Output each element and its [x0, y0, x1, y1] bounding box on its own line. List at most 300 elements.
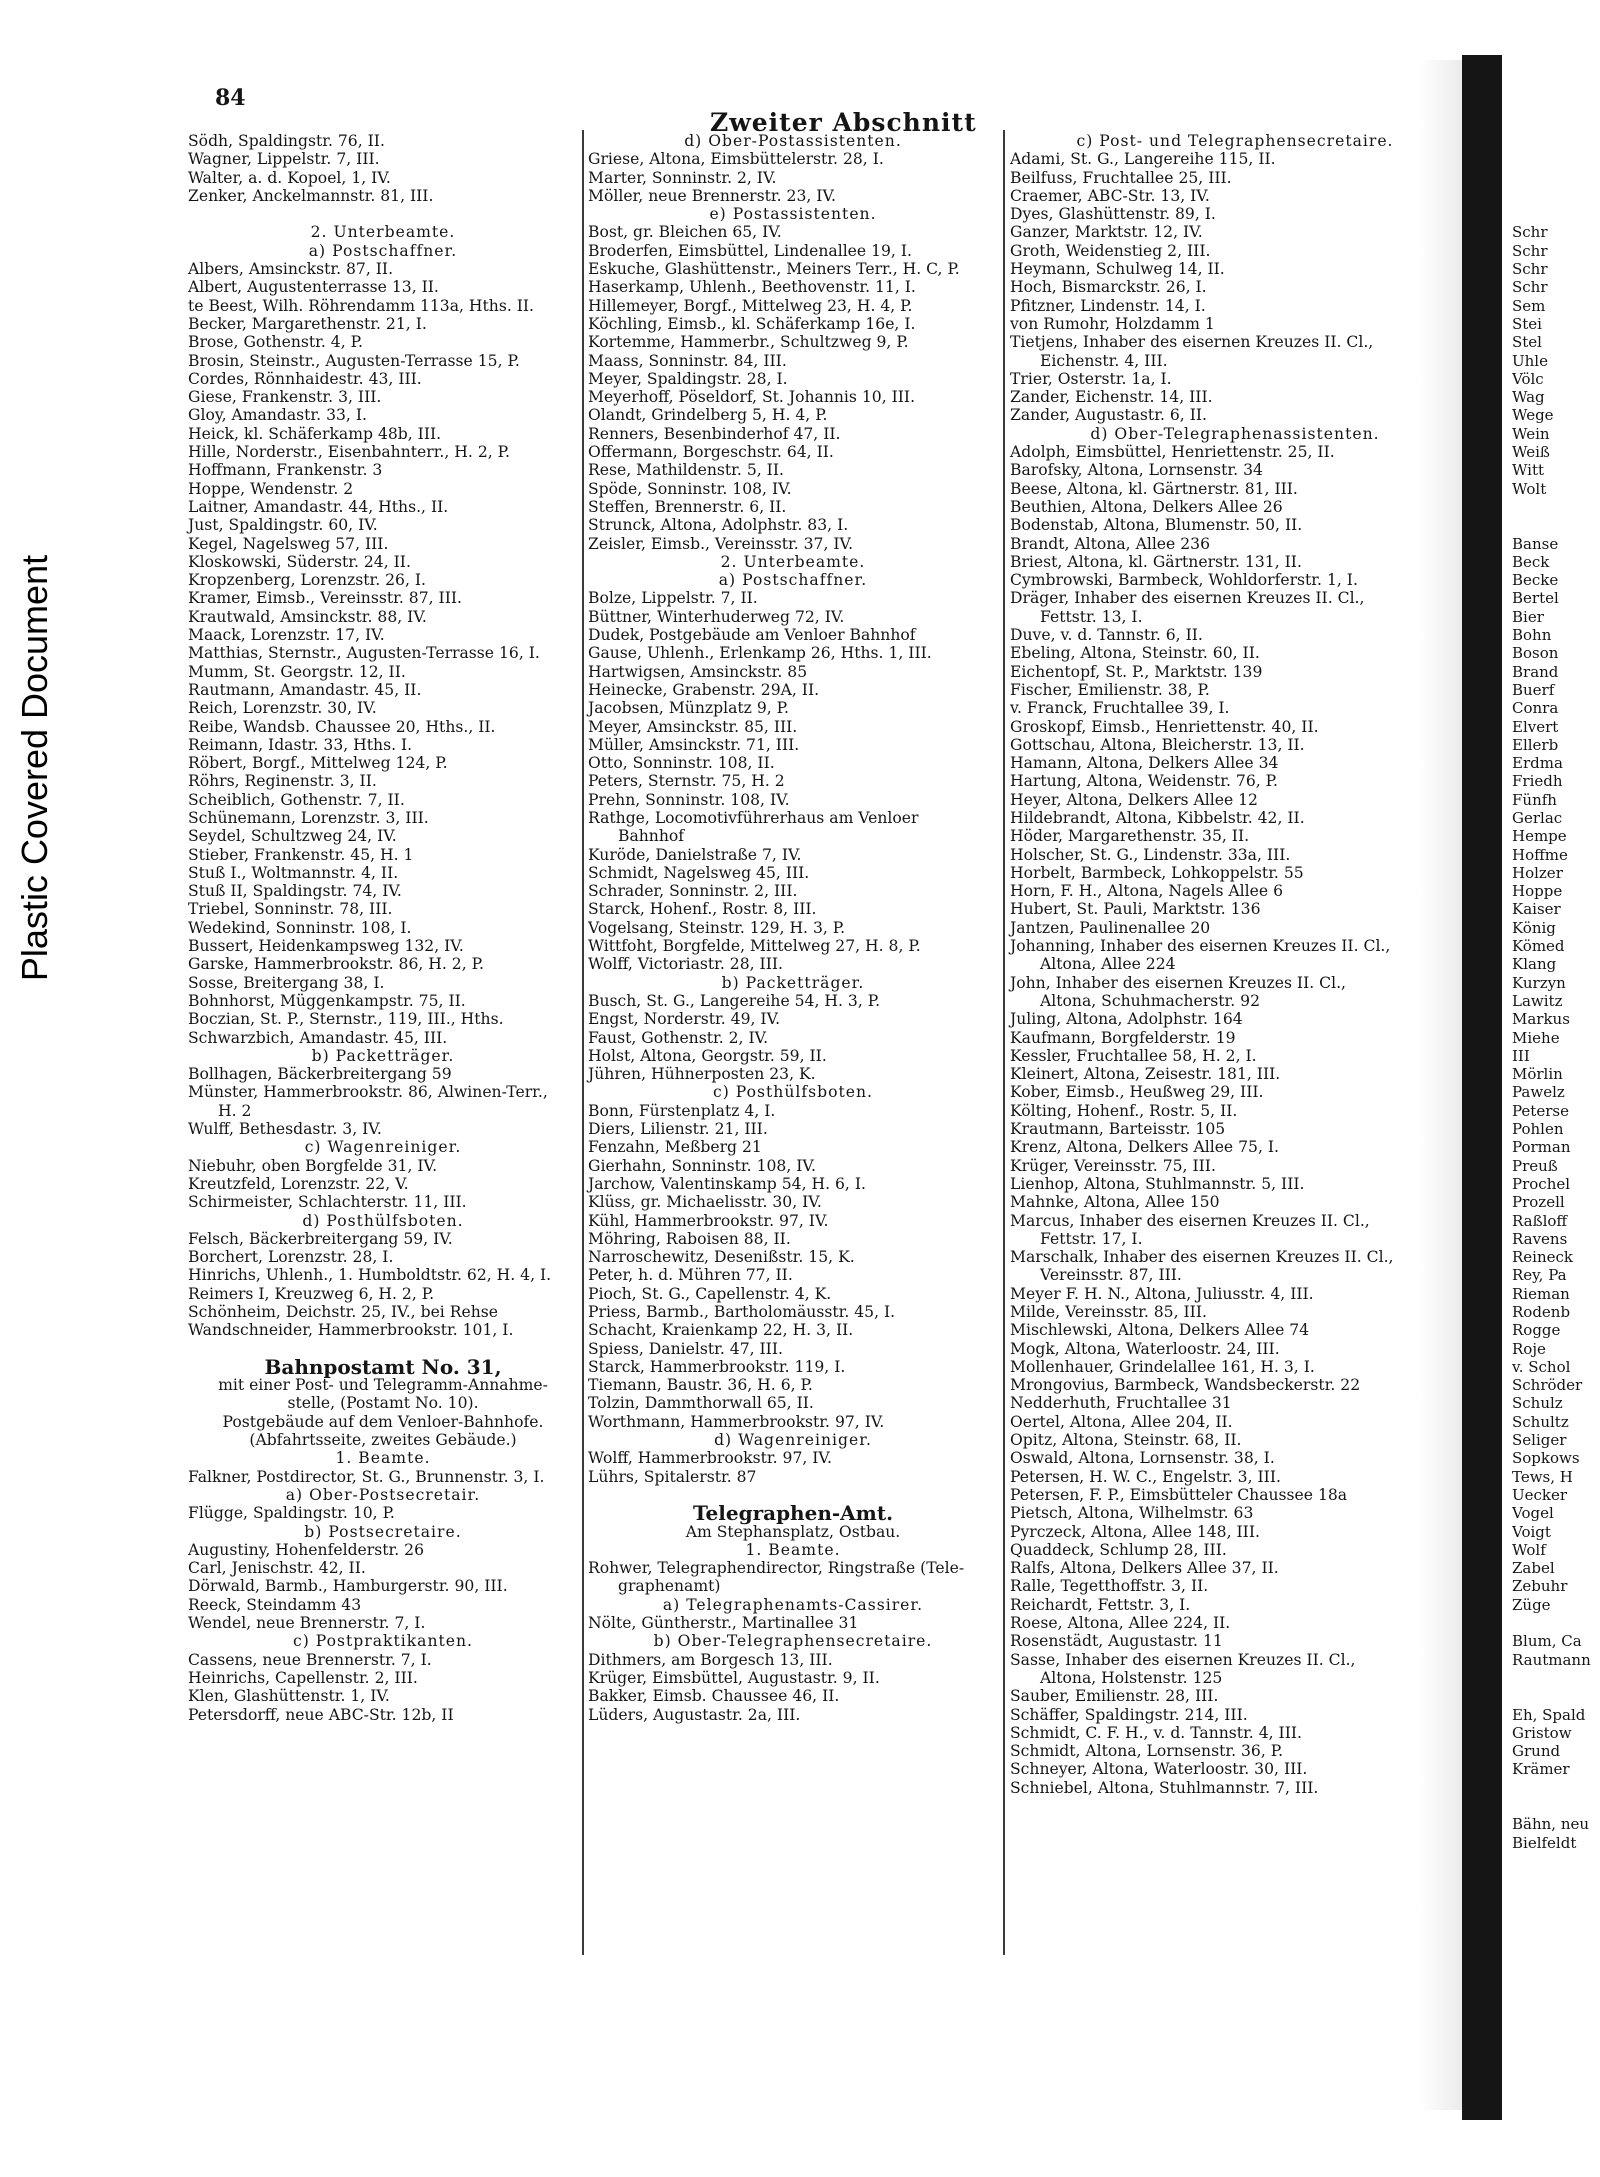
text-line: Hoppe: [1512, 882, 1563, 901]
text-line: Stuß II, Spaldingstr. 74, IV.: [188, 882, 402, 901]
text-line: c) Postpraktikanten.: [292, 1632, 473, 1651]
text-line: von Rumohr, Holzdamm 1: [1010, 314, 1215, 333]
text-line: Münster, Hammerbrookstr. 86, Alwinen-Terr.,: [188, 1083, 548, 1102]
text-line: Pietsch, Altona, Wilhelmstr. 63: [1010, 1504, 1254, 1523]
text-line: Walter, a. d. Kopoel, 1, IV.: [188, 168, 391, 187]
text-line: Mischlewski, Altona, Delkers Allee 74: [1010, 1321, 1310, 1340]
text-line: Brosin, Steinstr., Augusten-Terrasse 15, P.: [188, 351, 520, 370]
text-line: Beese, Altona, kl. Gärtnerstr. 81, III.: [1010, 479, 1298, 498]
text-line: Miehe: [1512, 1028, 1560, 1047]
text-line: Wulff, Bethesdastr. 3, IV.: [188, 1120, 382, 1139]
text-line: Adami, St. G., Langereihe 115, II.: [1010, 150, 1276, 169]
text-line: Rohwer, Telegraphendirector, Ringstraße (Tele-: [588, 1559, 965, 1578]
text-line: Oswald, Altona, Lornsenstr. 38, I.: [1010, 1449, 1275, 1468]
text-line: Kleinert, Altona, Zeisestr. 181, III.: [1010, 1065, 1281, 1084]
text-line: Jacobsen, Münzplatz 9, P.: [588, 699, 789, 718]
text-line: Rese, Mathildenstr. 5, II.: [588, 461, 784, 480]
text-line: Kessler, Fruchtallee 58, H. 2, I.: [1010, 1046, 1257, 1065]
text-line: Fettstr. 17, I.: [1040, 1229, 1143, 1248]
text-line: Södh, Spaldingstr. 76, II.: [188, 132, 385, 150]
text-line: Vereinsstr. 87, III.: [1040, 1266, 1182, 1285]
text-line: Starck, Hammerbrookstr. 119, I.: [588, 1357, 846, 1376]
text-line: Narroschewitz, Desenißstr. 15, K.: [588, 1248, 855, 1267]
text-line: Uecker: [1512, 1485, 1568, 1504]
text-line: Bähn, neu: [1512, 1815, 1590, 1834]
text-line: Juling, Altona, Adolphstr. 164: [1010, 1010, 1243, 1029]
text-line: Augustiny, Hohenfelderstr. 26: [188, 1540, 424, 1559]
text-line: Beilfuss, Fruchtallee 25, III.: [1010, 168, 1232, 187]
text-line: Albers, Amsinckstr. 87, II.: [188, 260, 394, 279]
text-line: Brand: [1512, 662, 1559, 681]
text-line: Heinecke, Grabenstr. 29A, II.: [588, 680, 820, 699]
text-line: Möhring, Raboisen 88, II.: [588, 1229, 791, 1248]
text-line: Zander, Eichenstr. 14, III.: [1010, 388, 1213, 407]
text-line: Engst, Norderstr. 49, IV.: [588, 1010, 781, 1029]
text-line: Sosse, Breitergang 38, I.: [188, 973, 385, 992]
text-line: Altona, Schuhmacherstr. 92: [1040, 991, 1261, 1010]
text-line: Kurzyn: [1512, 973, 1566, 992]
text-line: Büttner, Winterhuderweg 72, IV.: [588, 607, 845, 626]
text-line: Ravens: [1512, 1229, 1568, 1248]
text-line: Rieman: [1512, 1284, 1570, 1303]
text-line: Fischer, Emilienstr. 38, P.: [1010, 680, 1210, 699]
text-line: [1512, 1797, 1600, 1815]
text-line: Giese, Frankenstr. 3, III.: [188, 388, 382, 407]
text-line: Barofsky, Altona, Lornsenstr. 34: [1010, 461, 1263, 480]
text-line: Schwarzbich, Amandastr. 45, III.: [188, 1028, 448, 1047]
text-line: Schünemann, Lorenzstr. 3, III.: [188, 808, 429, 827]
text-line: Bonn, Fürstenplatz 4, I.: [588, 1101, 776, 1120]
text-line: Bost, gr. Bleichen 65, IV.: [588, 223, 782, 242]
text-line: Duve, v. d. Tannstr. 6, II.: [1010, 626, 1203, 645]
text-line: Tolzin, Dammthorwall 65, II.: [588, 1394, 814, 1413]
text-line: Prehn, Sonninstr. 108, IV.: [588, 790, 790, 809]
text-line: Fenzahn, Meßberg 21: [588, 1138, 762, 1157]
text-line: König: [1512, 918, 1556, 937]
text-line: Wolff, Hammerbrookstr. 97, IV.: [588, 1449, 832, 1468]
text-line: Postgebäude auf dem Venloer-Bahnhofe.: [222, 1412, 544, 1431]
text-line: [1512, 1614, 1600, 1632]
text-line: Quaddeck, Schlump 28, III.: [1010, 1540, 1227, 1559]
text-line: Dörwald, Barmb., Hamburgerstr. 90, III.: [188, 1577, 508, 1596]
text-line: Heymann, Schulweg 14, II.: [1010, 260, 1225, 279]
text-line: 1. Beamte.: [745, 1540, 841, 1559]
text-line: Lüders, Augustastr. 2a, III.: [588, 1705, 801, 1724]
text-line: Zabel: [1512, 1559, 1555, 1578]
text-line: Haserkamp, Uhlenh., Beethovenstr. 11, I.: [588, 278, 916, 297]
text-line: Schröder: [1512, 1376, 1583, 1395]
text-line: c) Posthülfsboten.: [712, 1083, 873, 1102]
text-line: Kober, Eimsb., Heußweg 29, III.: [1010, 1083, 1264, 1102]
text-line: Bahnpostamt No. 31,: [264, 1354, 502, 1379]
text-line: Diers, Lilienstr. 21, III.: [588, 1120, 768, 1139]
text-line: Johanning, Inhaber des eisernen Kreuzes II. Cl.,: [1010, 937, 1391, 956]
text-line: Müller, Amsinckstr. 71, III.: [588, 735, 800, 754]
text-line: Schneyer, Altona, Waterloostr. 30, III.: [1010, 1760, 1308, 1779]
text-line: Garske, Hammerbrookstr. 86, H. 2, P.: [188, 955, 484, 974]
text-line: Klüss, gr. Michaelisstr. 30, IV.: [588, 1193, 822, 1212]
text-line: c) Post- und Telegraphensecretaire.: [1076, 132, 1394, 150]
text-line: Schmidt, Altona, Lornsenstr. 36, P.: [1010, 1742, 1284, 1761]
text-line: 2. Unterbeamte.: [720, 552, 866, 571]
text-line: Maass, Sonninstr. 84, III.: [588, 351, 787, 370]
text-line: Carl, Jenischstr. 42, II.: [188, 1559, 366, 1578]
text-line: Holzer: [1512, 863, 1563, 882]
text-line: Krüger, Eimsbüttel, Augustastr. 9, II.: [588, 1668, 880, 1687]
column-1: [188, 132, 578, 1724]
text-line: Schacht, Kraienkamp 22, H. 3, II.: [588, 1321, 854, 1340]
text-line: Cassens, neue Brennerstr. 7, I.: [188, 1650, 432, 1669]
text-line: Faust, Gothenstr. 2, IV.: [588, 1028, 769, 1047]
text-line: graphenamt): [618, 1577, 721, 1596]
text-line: Meyer, Spaldingstr. 28, I.: [588, 369, 788, 388]
text-line: b) Packetträger.: [311, 1046, 455, 1065]
text-line: Ganzer, Marktstr. 12, IV.: [1010, 223, 1203, 242]
text-line: Peters, Sternstr. 75, H. 2: [588, 772, 785, 791]
text-line: Lienhop, Altona, Stuhlmannstr. 5, III.: [1010, 1174, 1305, 1193]
text-line: Költing, Hohenf., Rostr. 5, II.: [1010, 1101, 1238, 1120]
text-line: Gerlac: [1512, 808, 1563, 827]
text-line: Wege: [1512, 406, 1554, 425]
text-line: Gristow: [1512, 1723, 1572, 1742]
text-line: Wolt: [1512, 479, 1547, 498]
text-line: 2. Unterbeamte.: [310, 223, 456, 242]
text-line: Prozell: [1512, 1193, 1565, 1212]
page-number: 84: [215, 85, 246, 111]
text-line: Hillemeyer, Borgf., Mittelweg 23, H. 4, P.: [588, 296, 913, 315]
text-line: Hildebrandt, Altona, Kibbelstr. 42, II.: [1010, 808, 1305, 827]
text-line: Hoch, Bismarckstr. 26, I.: [1010, 278, 1207, 297]
text-line: Krenz, Altona, Delkers Allee 75, I.: [1010, 1138, 1279, 1157]
text-line: John, Inhaber des eisernen Kreuzes II. Cl.,: [1010, 973, 1346, 992]
text-line: d) Ober-Postassistenten.: [684, 132, 902, 150]
text-line: Eskuche, Glashüttenstr., Meiners Terr., H. C, P.: [588, 260, 960, 279]
text-line: Kreutzfeld, Lorenzstr. 22, V.: [188, 1174, 409, 1193]
text-line: Kramer, Eimsb., Vereinsstr. 87, III.: [188, 589, 462, 608]
text-line: Eichenstr. 4, III.: [1040, 351, 1168, 370]
text-line: Gottschau, Altona, Bleicherstr. 13, II.: [1010, 735, 1305, 754]
text-line: Erdma: [1512, 754, 1563, 773]
text-line: Tietjens, Inhaber des eisernen Kreuzes II. Cl.,: [1010, 333, 1374, 352]
text-line: Horn, F. H., Altona, Nagels Allee 6: [1010, 882, 1283, 901]
text-line: Banse: [1512, 534, 1559, 553]
text-line: Ellerb: [1512, 735, 1559, 754]
text-line: Hartwigsen, Amsinckstr. 85: [588, 662, 808, 681]
text-line: Schrader, Sonninstr. 2, III.: [588, 882, 798, 901]
text-line: Strunck, Altona, Adolphstr. 83, I.: [588, 516, 849, 535]
text-line: Porman: [1512, 1138, 1571, 1157]
text-line: Roese, Altona, Allee 224, II.: [1010, 1614, 1231, 1633]
text-line: Bohn: [1512, 626, 1552, 645]
text-line: Becke: [1512, 571, 1559, 590]
text-line: a) Telegraphenamts-Cassirer.: [662, 1595, 924, 1614]
text-line: Krüger, Vereinsstr. 75, III.: [1010, 1156, 1216, 1175]
text-line: [1512, 150, 1600, 168]
text-line: Worthmann, Hammerbrookstr. 97, IV.: [588, 1412, 885, 1431]
text-line: Rosenstädt, Augustastr. 11: [1010, 1632, 1223, 1651]
text-line: Conra: [1512, 699, 1559, 718]
text-line: Buerf: [1512, 680, 1555, 699]
text-line: Milde, Vereinsstr. 85, III.: [1010, 1303, 1207, 1321]
text-line: H. 2: [218, 1101, 252, 1120]
text-line: [1512, 1779, 1600, 1797]
text-line: Jühren, Hühnerposten 23, K.: [588, 1065, 816, 1084]
text-line: Schönheim, Deichstr. 25, IV., bei Rehse: [188, 1303, 498, 1321]
text-line: Rodenb: [1512, 1303, 1571, 1321]
text-line: Schäffer, Spaldingstr. 214, III.: [1010, 1705, 1248, 1724]
text-line: Bakker, Eimsb. Chaussee 46, II.: [588, 1687, 840, 1706]
text-line: Wag: [1512, 388, 1545, 407]
text-line: [1512, 498, 1600, 516]
text-line: Reichardt, Fettstr. 3, I.: [1010, 1595, 1191, 1614]
text-line: Hoffmann, Frankenstr. 3: [188, 461, 383, 480]
text-line: Klang: [1512, 955, 1557, 974]
text-line: Starck, Hohenf., Rostr. 8, III.: [588, 900, 817, 919]
text-line: Kloskowski, Süderstr. 24, II.: [188, 552, 411, 571]
text-line: Dudek, Postgebäude am Venloer Bahnhof: [588, 626, 916, 645]
text-line: Gause, Uhlenh., Erlenkamp 26, Hths. 1, III.: [588, 644, 932, 663]
text-line: Eh, Spald: [1512, 1705, 1586, 1724]
text-line: [1512, 205, 1600, 223]
text-line: Züge: [1512, 1595, 1551, 1614]
text-line: [1512, 169, 1600, 187]
text-line: a) Postschaffner.: [718, 571, 868, 590]
text-line: Kegel, Nagelsweg 57, III.: [188, 534, 389, 553]
text-line: Steffen, Brennerstr. 6, II.: [588, 497, 787, 516]
text-line: 1. Beamte.: [335, 1449, 431, 1468]
text-line: Busch, St. G., Langereihe 54, H. 3, P.: [588, 991, 881, 1010]
text-line: Sauber, Emilienstr. 28, III.: [1010, 1687, 1219, 1706]
column-rule: [1003, 130, 1005, 1955]
text-line: b) Postsecretaire.: [304, 1522, 462, 1541]
text-line: v. Franck, Fruchtallee 39, I.: [1010, 699, 1230, 718]
text-line: Griese, Altona, Eimsbüttelerstr. 28, I.: [588, 150, 884, 169]
text-line: Heick, kl. Schäferkamp 48b, III.: [188, 424, 442, 443]
text-line: Jantzen, Paulinenallee 20: [1010, 918, 1211, 937]
text-line: Hartung, Altona, Weidenstr. 76, P.: [1010, 772, 1278, 791]
text-line: Wandschneider, Hammerbrookstr. 101, I.: [188, 1321, 514, 1340]
text-line: Petersen, F. P., Eimsbütteler Chaussee 18a: [1010, 1485, 1348, 1504]
text-line: e) Postassistenten.: [709, 205, 877, 224]
side-tab: [0, 0, 70, 2177]
text-line: b) Ober-Telegraphensecretaire.: [653, 1632, 933, 1651]
text-line: d) Wagenreiniger.: [714, 1431, 872, 1450]
text-line: Reibe, Wandsb. Chaussee 20, Hths., II.: [188, 717, 496, 736]
text-line: Seliger: [1512, 1431, 1567, 1450]
text-line: Rautmann, Amandastr. 45, II.: [188, 680, 422, 699]
text-line: b) Packetträger.: [721, 973, 865, 992]
text-line: Fettstr. 13, I.: [1040, 607, 1143, 626]
text-line: Bolze, Lippelstr. 7, II.: [588, 589, 758, 608]
text-line: Telegraphen-Amt.: [692, 1501, 894, 1526]
text-line: Ralfs, Altona, Delkers Allee 37, II.: [1010, 1559, 1279, 1578]
text-line: Dräger, Inhaber des eisernen Kreuzes II. Cl.,: [1010, 589, 1365, 608]
text-line: Craemer, ABC-Str. 13, IV.: [1010, 186, 1210, 205]
text-line: Stel: [1512, 333, 1542, 352]
text-line: Bodenstab, Altona, Blumenstr. 50, II.: [1010, 516, 1303, 535]
text-line: te Beest, Wilh. Röhrendamm 113a, Hths. II.: [188, 296, 535, 315]
text-line: Uhle: [1512, 351, 1548, 370]
text-line: Albert, Augustenterrasse 13, II.: [188, 278, 439, 297]
text-line: Becker, Margarethenstr. 21, I.: [188, 314, 427, 333]
text-line: Bussert, Heidenkampsweg 132, IV.: [188, 937, 464, 956]
text-line: Hempe: [1512, 827, 1567, 846]
text-line: Mogk, Altona, Waterloostr. 24, III.: [1010, 1339, 1280, 1358]
text-line: Vogelsang, Steinstr. 129, H. 3, P.: [588, 918, 846, 937]
column-3: [1010, 132, 1460, 1797]
text-line: Pyrczeck, Altona, Allee 148, III.: [1010, 1522, 1260, 1541]
text-line: Schulz: [1512, 1394, 1563, 1413]
text-line: Renners, Besenbinderhof 47, II.: [588, 424, 841, 443]
text-line: v. Schol: [1512, 1357, 1571, 1376]
text-line: Marschalk, Inhaber des eisernen Kreuzes II. Cl.,: [1010, 1248, 1394, 1267]
text-line: Blum, Ca: [1512, 1632, 1582, 1651]
text-line: Krautwald, Amsinckstr. 88, IV.: [188, 607, 427, 626]
text-line: Falkner, Postdirector, St. G., Brunnenstr. 3, I.: [188, 1467, 545, 1486]
text-line: Rathge, Locomotivführerhaus am Venloer: [588, 808, 919, 827]
text-line: Holscher, St. G., Lindenstr. 33a, III.: [1010, 845, 1291, 864]
text-line: Bahnhof: [618, 827, 685, 846]
text-line: Reimann, Idastr. 33, Hths. I.: [188, 735, 413, 754]
text-line: Marcus, Inhaber des eisernen Kreuzes II. Cl.,: [1010, 1211, 1370, 1230]
text-line: Witt: [1512, 461, 1545, 480]
text-line: Peterse: [1512, 1101, 1569, 1120]
text-line: Pfitzner, Lindenstr. 14, I.: [1010, 296, 1206, 315]
text-line: Marter, Sonninstr. 2, IV.: [588, 168, 777, 187]
text-line: Stieber, Frankenstr. 45, H. 1: [188, 845, 414, 864]
text-line: Zebuhr: [1512, 1577, 1568, 1596]
text-line: Schr: [1512, 278, 1548, 297]
text-line: Rogge: [1512, 1321, 1561, 1340]
text-line: Voigt: [1512, 1522, 1551, 1541]
text-line: Altona, Holstenstr. 125: [1040, 1668, 1223, 1687]
text-line: Bohnhorst, Müggenkampstr. 75, II.: [188, 991, 466, 1010]
text-line: Reeck, Steindamm 43: [188, 1595, 362, 1614]
text-line: Schr: [1512, 260, 1548, 279]
text-line: Bier: [1512, 607, 1544, 626]
text-line: Weiß: [1512, 443, 1550, 462]
text-line: Markus: [1512, 1010, 1570, 1029]
text-line: Prochel: [1512, 1174, 1571, 1193]
text-line: Wittfoht, Borgfelde, Mittelweg 27, H. 8, P.: [588, 937, 921, 956]
column-4-cropped: [1512, 132, 1600, 1852]
text-line: Sem: [1512, 296, 1546, 315]
text-line: [1512, 187, 1600, 205]
text-line: Grund: [1512, 1742, 1561, 1761]
text-line: Preuß: [1512, 1156, 1558, 1175]
text-line: Brandt, Altona, Allee 236: [1010, 534, 1210, 553]
text-line: Brose, Gothenstr. 4, P.: [188, 333, 363, 352]
text-line: Kaiser: [1512, 900, 1561, 919]
text-line: Priess, Barmb., Bartholomäusstr. 45, I.: [588, 1303, 896, 1321]
text-line: Eichentopf, St. P., Marktstr. 139: [1010, 662, 1263, 681]
text-line: Tiemann, Baustr. 36, H. 6, P.: [588, 1376, 813, 1395]
text-line: Offermann, Borgeschstr. 64, II.: [588, 443, 834, 462]
text-line: Triebel, Sonninstr. 78, III.: [188, 900, 393, 919]
text-line: Pohlen: [1512, 1120, 1564, 1139]
text-line: Heinrichs, Capellenstr. 2, III.: [188, 1668, 418, 1687]
text-line: Hubert, St. Pauli, Marktstr. 136: [1010, 900, 1261, 919]
text-line: Pawelz: [1512, 1083, 1565, 1102]
text-line: Gierhahn, Sonninstr. 108, IV.: [588, 1156, 816, 1175]
text-line: Beck: [1512, 552, 1550, 571]
text-line: Kaufmann, Borgfelderstr. 19: [1010, 1028, 1236, 1047]
text-line: Peter, h. d. Mühren 77, II.: [588, 1266, 793, 1285]
text-line: Roje: [1512, 1339, 1546, 1358]
text-line: Hamann, Altona, Delkers Allee 34: [1010, 754, 1279, 773]
text-line: [1512, 516, 1600, 534]
text-line: d) Posthülfsboten.: [302, 1211, 464, 1230]
text-line: Lührs, Spitalerstr. 87: [588, 1467, 757, 1486]
text-line: Hoppe, Wendenstr. 2: [188, 479, 354, 498]
text-line: (Abfahrtsseite, zweites Gebäude.): [249, 1431, 517, 1450]
text-line: Vogel: [1512, 1504, 1554, 1523]
text-line: Rey, Pa: [1512, 1266, 1567, 1285]
text-line: Rautmann: [1512, 1650, 1591, 1669]
text-line: Groth, Weidenstieg 2, III.: [1010, 241, 1211, 260]
text-line: Wein: [1512, 424, 1550, 443]
text-line: Bertel: [1512, 589, 1559, 608]
text-line: Niebuhr, oben Borgfelde 31, IV.: [188, 1156, 438, 1175]
text-line: Beuthien, Altona, Delkers Allee 26: [1010, 497, 1283, 516]
text-line: Groskopf, Eimsb., Henriettenstr. 40, II.: [1010, 717, 1319, 736]
text-line: Wendel, neue Brennerstr. 7, I.: [188, 1614, 426, 1633]
text-line: Spiess, Danielstr. 47, III.: [588, 1339, 783, 1358]
text-line: Raßloff: [1512, 1211, 1568, 1230]
text-line: Olandt, Grindelberg 5, H. 4, P.: [588, 406, 828, 425]
text-line: Pioch, St. G., Capellenstr. 4, K.: [588, 1284, 832, 1303]
text-line: Meyer, Amsinckstr. 85, III.: [588, 717, 798, 736]
text-line: Röhrs, Reginenstr. 3, II.: [188, 772, 377, 791]
text-line: Matthias, Sternstr., Augusten-Terrasse 16, I.: [188, 644, 540, 663]
text-line: Spöde, Sonninstr. 108, IV.: [588, 479, 792, 498]
text-line: Wagner, Lippelstr. 7, III.: [188, 150, 380, 169]
text-line: Horbelt, Barmbeck, Lohkoppelstr. 55: [1010, 863, 1304, 882]
column-rule: [582, 130, 584, 1955]
side-label: Plastic Covered Document: [14, 554, 55, 982]
text-line: c) Wagenreiniger.: [304, 1138, 462, 1157]
text-line: Zenker, Anckelmannstr. 81, III.: [188, 186, 434, 205]
text-line: Schr: [1512, 223, 1548, 242]
text-line: Hille, Norderstr., Eisenbahnterr., H. 2, P.: [188, 443, 510, 462]
text-line: Flügge, Spaldingstr. 10, P.: [188, 1504, 395, 1523]
text-line: Hoffme: [1512, 845, 1568, 864]
text-line: Otto, Sonninstr. 108, II.: [588, 754, 775, 773]
text-line: Mahnke, Altona, Allee 150: [1010, 1193, 1220, 1212]
text-line: Reineck: [1512, 1248, 1573, 1267]
text-line: [1512, 132, 1600, 150]
text-line: Wedekind, Sonninstr. 108, I.: [188, 918, 412, 937]
text-line: Schmidt, Nagelsweg 45, III.: [588, 863, 810, 882]
section-header: Zweiter Abschnitt: [710, 108, 977, 137]
text-line: Schirmeister, Schlachterstr. 11, III.: [188, 1193, 467, 1212]
text-line: Gloy, Amandastr. 33, I.: [188, 406, 367, 425]
text-line: Borchert, Lorenzstr. 28, I.: [188, 1248, 394, 1267]
text-line: Kuröde, Danielstraße 7, IV.: [588, 845, 802, 864]
text-line: Schr: [1512, 241, 1548, 260]
text-line: Stuß I., Woltmannstr. 4, II.: [188, 863, 399, 882]
text-line: Lawitz: [1512, 991, 1563, 1010]
text-line: Krautmann, Barteisstr. 105: [1010, 1120, 1226, 1139]
text-line: Schmidt, C. F. H., v. d. Tannstr. 4, III.: [1010, 1723, 1302, 1742]
text-line: Köchling, Eimsb., kl. Schäferkamp 16e, I.: [588, 314, 916, 333]
text-line: [188, 205, 578, 223]
text-line: Reich, Lorenzstr. 30, IV.: [188, 699, 377, 718]
text-line: Mollenhauer, Grindelallee 161, H. 3, I.: [1010, 1357, 1315, 1376]
text-line: Röbert, Borgf., Mittelweg 124, P.: [188, 754, 448, 773]
text-line: Am Stephansplatz, Ostbau.: [685, 1522, 901, 1541]
text-line: Mumm, St. Georgstr. 12, II.: [188, 662, 406, 681]
